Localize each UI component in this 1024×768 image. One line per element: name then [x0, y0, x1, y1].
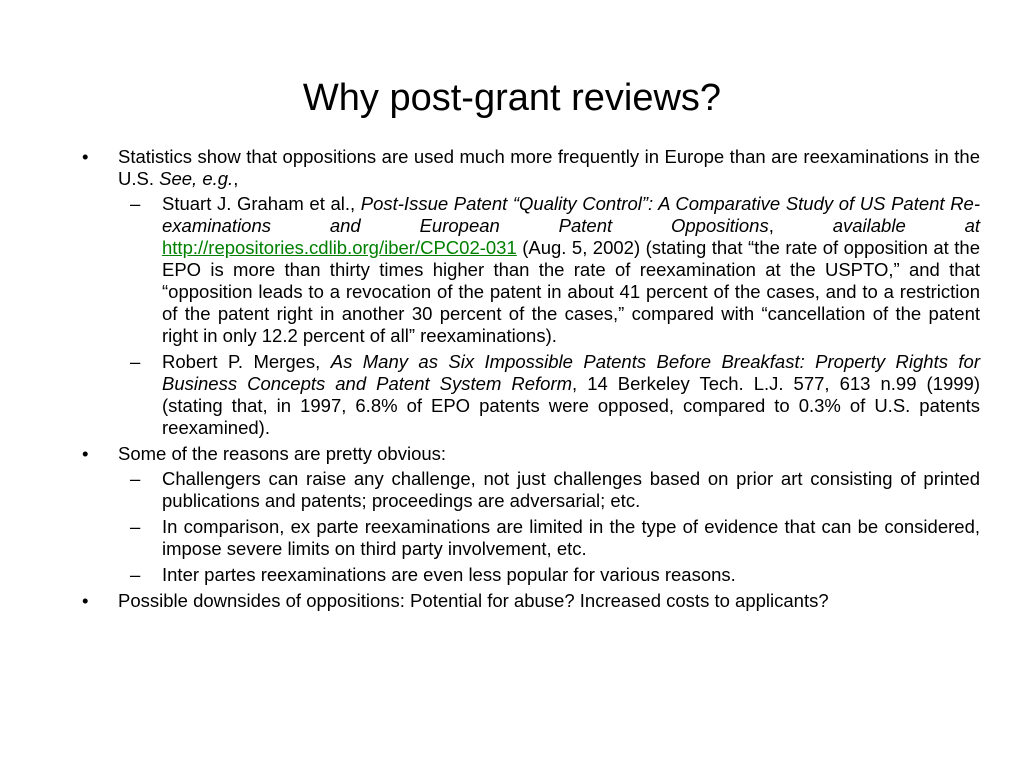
bullet-text: Some of the reasons are pretty obvious:	[118, 443, 447, 464]
sub-bullet-marker: –	[130, 193, 141, 214]
sub-bullet-item	[76, 564, 980, 586]
sub-bullet-marker: –	[130, 516, 141, 537]
slide-body	[76, 146, 980, 615]
sub-bullet-item	[76, 351, 980, 439]
bullet-marker: •	[82, 146, 89, 167]
citation-details: (Aug. 5, 2002) (stating that “the rate of opposition at the EPO is more than thirty times higher than the rate of reexamination at the USPTO,” and that “opposition leads to a revocation of the patent in about 41 percent of the cases, and to a restriction of the patent right in another 30 percent of the cases,” compared with “cancellation of the patent right in only 12.2 percent of all” reexaminations).	[162, 237, 980, 346]
bullet-marker: •	[82, 590, 89, 611]
bullet-item	[76, 146, 980, 190]
sub-bullet-text: Challengers can raise any challenge, not just challenges based on prior art consisting of printed publications and patents; proceedings are adversarial; etc.	[162, 468, 980, 511]
citation-author: Stuart J. Graham et al.,	[162, 193, 361, 214]
citation-title: Post-Issue Patent “Quality Control”: A Comparative Study of US Patent Re-examinations and European Patent Oppositions	[162, 193, 980, 236]
sub-bullet-item	[76, 516, 980, 560]
sub-bullet-item	[76, 193, 980, 347]
citation-separator: ,	[768, 215, 833, 236]
bullet-item	[76, 590, 980, 612]
sub-bullet-text: In comparison, ex parte reexaminations are limited in the type of evidence that can be considered, impose severe limits on third party involvement, etc.	[162, 516, 980, 559]
bullet-marker: •	[82, 443, 89, 464]
sub-bullet-marker: –	[130, 351, 141, 372]
sub-bullet-marker: –	[130, 564, 141, 585]
citation-available-at: available at	[832, 215, 981, 236]
citation-author: Robert P. Merges,	[162, 351, 331, 372]
citation-title: As Many as Six Impossible Patents Before Breakfast: Property Rights for Business Concepts and Patent System Reform	[162, 351, 980, 394]
sub-bullet-item	[76, 468, 980, 512]
bullet-item	[76, 443, 980, 465]
citation-details: , 14 Berkeley Tech. L.J. 577, 613 n.99 (1999) (stating that, in 1997, 6.8% of EPO patents were opposed, compared to 0.3% of U.S. patents reexamined).	[162, 373, 980, 438]
bullet-text: Statistics show that oppositions are used much more frequently in Europe than are reexaminations in the U.S.	[118, 146, 980, 189]
sub-bullet-text: Inter partes reexaminations are even less popular for various reasons.	[162, 564, 736, 585]
bullet-text: Possible downsides of oppositions: Potential for abuse? Increased costs to applicants?	[118, 590, 829, 611]
bullet-text: ,	[233, 168, 239, 189]
sub-bullet-marker: –	[130, 468, 141, 489]
bullet-text-italic: See, e.g.	[159, 168, 234, 189]
slide-title: Why post-grant reviews?	[302, 77, 722, 119]
citation-link[interactable]: http://repositories.cdlib.org/iber/CPC02-031	[162, 237, 517, 258]
